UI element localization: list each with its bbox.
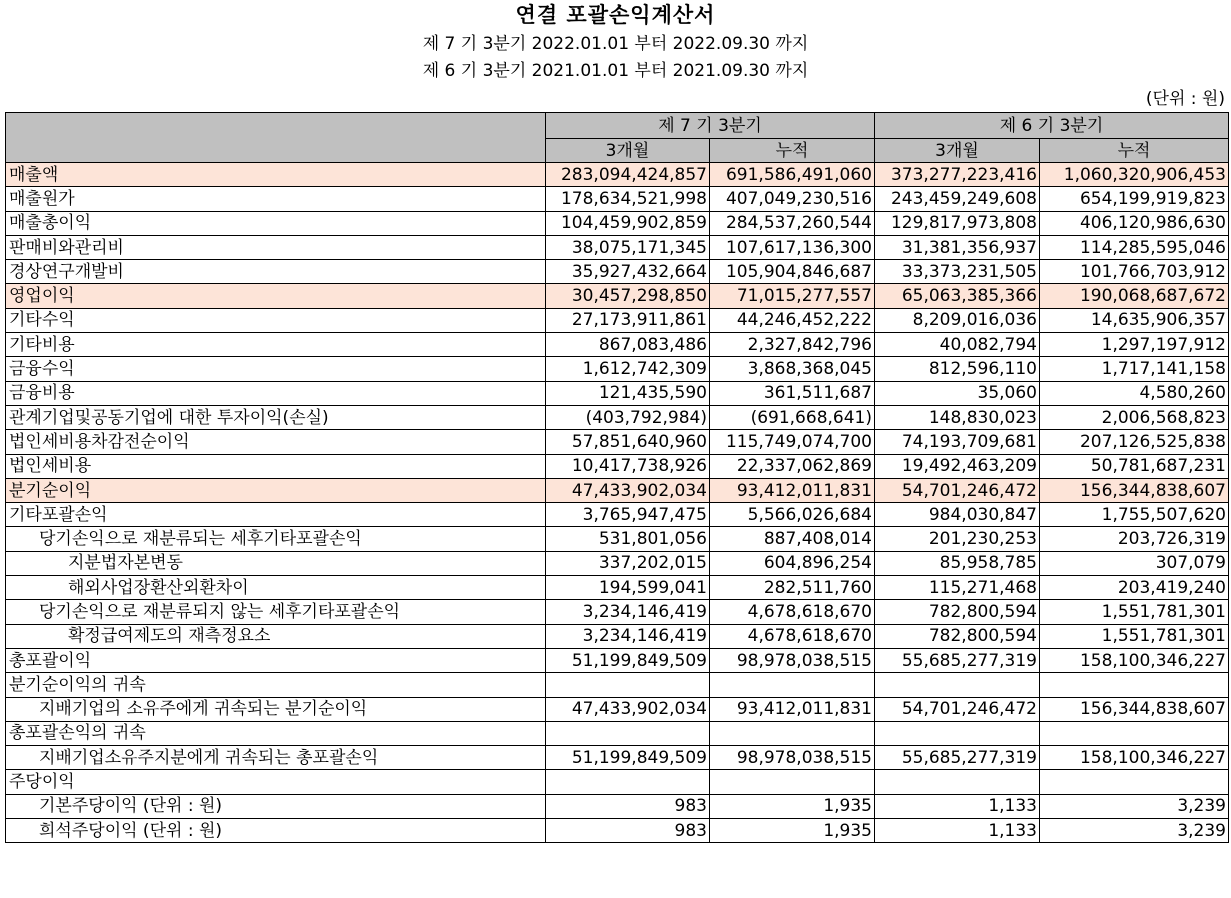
cell-current-3months: 47,433,902,034 bbox=[546, 478, 710, 502]
row-label: 희석주당이익 (단위 : 원) bbox=[6, 819, 546, 843]
row-label: 해외사업장환산외환차이 bbox=[6, 576, 546, 600]
cell-prior-3months: 54,701,246,472 bbox=[875, 478, 1040, 502]
table-row bbox=[6, 381, 1229, 405]
row-label: 법인세비용차감전순이익 bbox=[6, 430, 546, 454]
header-row-periods bbox=[6, 113, 1229, 139]
row-label: 매출액 bbox=[6, 163, 546, 187]
row-label: 기타수익 bbox=[6, 308, 546, 332]
cell-current-cumulative: 284,537,260,544 bbox=[710, 211, 875, 235]
cell-current-cumulative bbox=[710, 673, 875, 697]
header-prior-period: 제 6 기 3분기 bbox=[875, 113, 1229, 139]
cell-current-3months bbox=[546, 721, 710, 745]
cell-prior-cumulative: 406,120,986,630 bbox=[1040, 211, 1229, 235]
table-row bbox=[6, 697, 1229, 721]
cell-prior-cumulative: 3,239 bbox=[1040, 819, 1229, 843]
cell-current-cumulative: 691,586,491,060 bbox=[710, 163, 875, 187]
row-label: 지배기업의 소유주에게 귀속되는 분기순이익 bbox=[6, 697, 546, 721]
cell-current-cumulative: 44,246,452,222 bbox=[710, 308, 875, 332]
cell-current-3months: 867,083,486 bbox=[546, 333, 710, 357]
cell-prior-3months: 65,063,385,366 bbox=[875, 284, 1040, 308]
header-prior-3months: 3개월 bbox=[875, 139, 1040, 163]
header-prior-cumulative: 누적 bbox=[1040, 139, 1229, 163]
row-label: 기타포괄손익 bbox=[6, 503, 546, 527]
table-row bbox=[6, 357, 1229, 381]
row-label: 분기순이익의 귀속 bbox=[6, 673, 546, 697]
cell-current-cumulative: 407,049,230,516 bbox=[710, 187, 875, 211]
table-row bbox=[6, 430, 1229, 454]
cell-prior-cumulative: 1,755,507,620 bbox=[1040, 503, 1229, 527]
cell-prior-3months: 373,277,223,416 bbox=[875, 163, 1040, 187]
header-current-cumulative: 누적 bbox=[710, 139, 875, 163]
table-row bbox=[6, 163, 1229, 187]
cell-prior-3months: 8,209,016,036 bbox=[875, 308, 1040, 332]
period-current: 제 7 기 3분기 2022.01.01 부터 2022.09.30 까지 bbox=[422, 34, 809, 54]
cell-current-3months: 1,612,742,309 bbox=[546, 357, 710, 381]
cell-prior-cumulative: 1,717,141,158 bbox=[1040, 357, 1229, 381]
table-row bbox=[6, 527, 1229, 551]
cell-current-cumulative: 282,511,760 bbox=[710, 576, 875, 600]
table-body bbox=[6, 163, 1229, 843]
cell-prior-cumulative: 207,126,525,838 bbox=[1040, 430, 1229, 454]
cell-prior-cumulative: 114,285,595,046 bbox=[1040, 235, 1229, 259]
cell-current-cumulative: 4,678,618,670 bbox=[710, 624, 875, 648]
table-row bbox=[6, 794, 1229, 818]
cell-prior-cumulative: 3,239 bbox=[1040, 794, 1229, 818]
period-prior: 제 6 기 3분기 2021.01.01 부터 2021.09.30 까지 bbox=[422, 61, 809, 81]
cell-prior-cumulative: 1,297,197,912 bbox=[1040, 333, 1229, 357]
row-label: 당기손익으로 재분류되는 세후기타포괄손익 bbox=[6, 527, 546, 551]
cell-current-cumulative: 93,412,011,831 bbox=[710, 697, 875, 721]
row-label: 금융비용 bbox=[6, 381, 546, 405]
table-row bbox=[6, 551, 1229, 575]
cell-current-3months: (403,792,984) bbox=[546, 405, 710, 429]
cell-current-3months: 51,199,849,509 bbox=[546, 648, 710, 672]
table-row bbox=[6, 211, 1229, 235]
cell-prior-3months: 85,958,785 bbox=[875, 551, 1040, 575]
cell-current-3months: 983 bbox=[546, 819, 710, 843]
row-label: 관계기업및공동기업에 대한 투자이익(손실) bbox=[6, 405, 546, 429]
cell-prior-3months bbox=[875, 770, 1040, 794]
table-row bbox=[6, 333, 1229, 357]
cell-prior-cumulative: 156,344,838,607 bbox=[1040, 478, 1229, 502]
cell-current-cumulative: 98,978,038,515 bbox=[710, 746, 875, 770]
table-row bbox=[6, 503, 1229, 527]
cell-current-3months: 30,457,298,850 bbox=[546, 284, 710, 308]
cell-prior-cumulative: 50,781,687,231 bbox=[1040, 454, 1229, 478]
cell-current-cumulative: 115,749,074,700 bbox=[710, 430, 875, 454]
cell-current-cumulative: 1,935 bbox=[710, 794, 875, 818]
cell-current-cumulative: 93,412,011,831 bbox=[710, 478, 875, 502]
cell-prior-cumulative: 1,551,781,301 bbox=[1040, 600, 1229, 624]
header-current-period: 제 7 기 3분기 bbox=[546, 113, 875, 139]
cell-prior-3months: 55,685,277,319 bbox=[875, 648, 1040, 672]
cell-current-cumulative: (691,668,641) bbox=[710, 405, 875, 429]
table-row bbox=[6, 721, 1229, 745]
cell-current-3months: 3,234,146,419 bbox=[546, 624, 710, 648]
cell-prior-3months: 40,082,794 bbox=[875, 333, 1040, 357]
cell-prior-3months: 984,030,847 bbox=[875, 503, 1040, 527]
row-label: 금융수익 bbox=[6, 357, 546, 381]
row-label: 분기순이익 bbox=[6, 478, 546, 502]
table-row bbox=[6, 576, 1229, 600]
row-label: 영업이익 bbox=[6, 284, 546, 308]
table-row bbox=[6, 260, 1229, 284]
cell-current-cumulative: 4,678,618,670 bbox=[710, 600, 875, 624]
cell-prior-3months: 148,830,023 bbox=[875, 405, 1040, 429]
cell-current-3months: 35,927,432,664 bbox=[546, 260, 710, 284]
cell-prior-cumulative: 158,100,346,227 bbox=[1040, 648, 1229, 672]
table-row bbox=[6, 187, 1229, 211]
cell-prior-3months: 812,596,110 bbox=[875, 357, 1040, 381]
cell-current-3months: 283,094,424,857 bbox=[546, 163, 710, 187]
row-label: 확정급여제도의 재측정요소 bbox=[6, 624, 546, 648]
cell-prior-3months: 35,060 bbox=[875, 381, 1040, 405]
table-row bbox=[6, 308, 1229, 332]
cell-prior-cumulative: 203,419,240 bbox=[1040, 576, 1229, 600]
cell-prior-3months: 782,800,594 bbox=[875, 600, 1040, 624]
cell-prior-cumulative bbox=[1040, 770, 1229, 794]
cell-current-3months: 121,435,590 bbox=[546, 381, 710, 405]
row-label: 지분법자본변동 bbox=[6, 551, 546, 575]
cell-prior-3months: 129,817,973,808 bbox=[875, 211, 1040, 235]
row-label: 주당이익 bbox=[6, 770, 546, 794]
cell-prior-3months: 55,685,277,319 bbox=[875, 746, 1040, 770]
cell-current-cumulative: 887,408,014 bbox=[710, 527, 875, 551]
row-label: 경상연구개발비 bbox=[6, 260, 546, 284]
table-row bbox=[6, 600, 1229, 624]
cell-current-3months: 178,634,521,998 bbox=[546, 187, 710, 211]
cell-prior-3months bbox=[875, 721, 1040, 745]
table-row bbox=[6, 284, 1229, 308]
cell-prior-3months: 33,373,231,505 bbox=[875, 260, 1040, 284]
table-row bbox=[6, 770, 1229, 794]
cell-prior-cumulative: 190,068,687,672 bbox=[1040, 284, 1229, 308]
cell-prior-cumulative: 307,079 bbox=[1040, 551, 1229, 575]
unit-label: (단위 : 원) bbox=[1145, 89, 1225, 109]
cell-prior-cumulative bbox=[1040, 673, 1229, 697]
cell-current-cumulative bbox=[710, 770, 875, 794]
cell-current-3months bbox=[546, 673, 710, 697]
cell-current-3months: 27,173,911,861 bbox=[546, 308, 710, 332]
cell-prior-3months: 1,133 bbox=[875, 794, 1040, 818]
cell-current-3months: 10,417,738,926 bbox=[546, 454, 710, 478]
table-row bbox=[6, 624, 1229, 648]
cell-current-cumulative bbox=[710, 721, 875, 745]
cell-prior-cumulative: 1,060,320,906,453 bbox=[1040, 163, 1229, 187]
cell-current-3months: 3,765,947,475 bbox=[546, 503, 710, 527]
cell-prior-3months: 1,133 bbox=[875, 819, 1040, 843]
cell-prior-cumulative: 1,551,781,301 bbox=[1040, 624, 1229, 648]
cell-current-cumulative: 105,904,846,687 bbox=[710, 260, 875, 284]
cell-prior-3months: 201,230,253 bbox=[875, 527, 1040, 551]
cell-current-cumulative: 3,868,368,045 bbox=[710, 357, 875, 381]
document-title: 연결 포괄손익계산서 bbox=[515, 3, 716, 27]
cell-current-cumulative: 361,511,687 bbox=[710, 381, 875, 405]
cell-prior-cumulative: 158,100,346,227 bbox=[1040, 746, 1229, 770]
row-label: 기본주당이익 (단위 : 원) bbox=[6, 794, 546, 818]
table-row bbox=[6, 746, 1229, 770]
table-row bbox=[6, 648, 1229, 672]
cell-prior-3months: 54,701,246,472 bbox=[875, 697, 1040, 721]
table-row bbox=[6, 478, 1229, 502]
cell-current-cumulative: 2,327,842,796 bbox=[710, 333, 875, 357]
cell-prior-cumulative: 101,766,703,912 bbox=[1040, 260, 1229, 284]
cell-current-cumulative: 604,896,254 bbox=[710, 551, 875, 575]
cell-current-cumulative: 107,617,136,300 bbox=[710, 235, 875, 259]
cell-current-3months: 47,433,902,034 bbox=[546, 697, 710, 721]
cell-current-3months: 3,234,146,419 bbox=[546, 600, 710, 624]
cell-current-cumulative: 5,566,026,684 bbox=[710, 503, 875, 527]
cell-prior-cumulative: 2,006,568,823 bbox=[1040, 405, 1229, 429]
row-label: 총포괄이익 bbox=[6, 648, 546, 672]
cell-current-3months: 337,202,015 bbox=[546, 551, 710, 575]
table-row bbox=[6, 819, 1229, 843]
table-row bbox=[6, 673, 1229, 697]
table-row bbox=[6, 405, 1229, 429]
cell-current-3months: 104,459,902,859 bbox=[546, 211, 710, 235]
cell-current-3months: 38,075,171,345 bbox=[546, 235, 710, 259]
header-current-3months: 3개월 bbox=[546, 139, 710, 163]
cell-current-3months: 194,599,041 bbox=[546, 576, 710, 600]
row-label: 매출총이익 bbox=[6, 211, 546, 235]
cell-prior-3months bbox=[875, 673, 1040, 697]
cell-prior-cumulative bbox=[1040, 721, 1229, 745]
cell-current-3months: 983 bbox=[546, 794, 710, 818]
cell-prior-cumulative: 156,344,838,607 bbox=[1040, 697, 1229, 721]
cell-prior-cumulative: 4,580,260 bbox=[1040, 381, 1229, 405]
row-label: 당기손익으로 재분류되지 않는 세후기타포괄손익 bbox=[6, 600, 546, 624]
header-account-blank bbox=[6, 113, 546, 163]
income-statement-table bbox=[5, 112, 1229, 843]
cell-current-cumulative: 98,978,038,515 bbox=[710, 648, 875, 672]
cell-current-cumulative: 1,935 bbox=[710, 819, 875, 843]
row-label: 지배기업소유주지분에게 귀속되는 총포괄손익 bbox=[6, 746, 546, 770]
cell-prior-3months: 243,459,249,608 bbox=[875, 187, 1040, 211]
cell-prior-3months: 115,271,468 bbox=[875, 576, 1040, 600]
cell-prior-3months: 74,193,709,681 bbox=[875, 430, 1040, 454]
cell-current-cumulative: 71,015,277,557 bbox=[710, 284, 875, 308]
cell-prior-3months: 19,492,463,209 bbox=[875, 454, 1040, 478]
row-label: 총포괄손익의 귀속 bbox=[6, 721, 546, 745]
cell-current-3months: 531,801,056 bbox=[546, 527, 710, 551]
cell-current-3months: 57,851,640,960 bbox=[546, 430, 710, 454]
cell-current-3months bbox=[546, 770, 710, 794]
cell-prior-3months: 31,381,356,937 bbox=[875, 235, 1040, 259]
row-label: 판매비와관리비 bbox=[6, 235, 546, 259]
row-label: 매출원가 bbox=[6, 187, 546, 211]
table-row bbox=[6, 454, 1229, 478]
row-label: 기타비용 bbox=[6, 333, 546, 357]
cell-current-3months: 51,199,849,509 bbox=[546, 746, 710, 770]
cell-prior-3months: 782,800,594 bbox=[875, 624, 1040, 648]
cell-current-cumulative: 22,337,062,869 bbox=[710, 454, 875, 478]
cell-prior-cumulative: 203,726,319 bbox=[1040, 527, 1229, 551]
cell-prior-cumulative: 14,635,906,357 bbox=[1040, 308, 1229, 332]
table-row bbox=[6, 235, 1229, 259]
cell-prior-cumulative: 654,199,919,823 bbox=[1040, 187, 1229, 211]
row-label: 법인세비용 bbox=[6, 454, 546, 478]
